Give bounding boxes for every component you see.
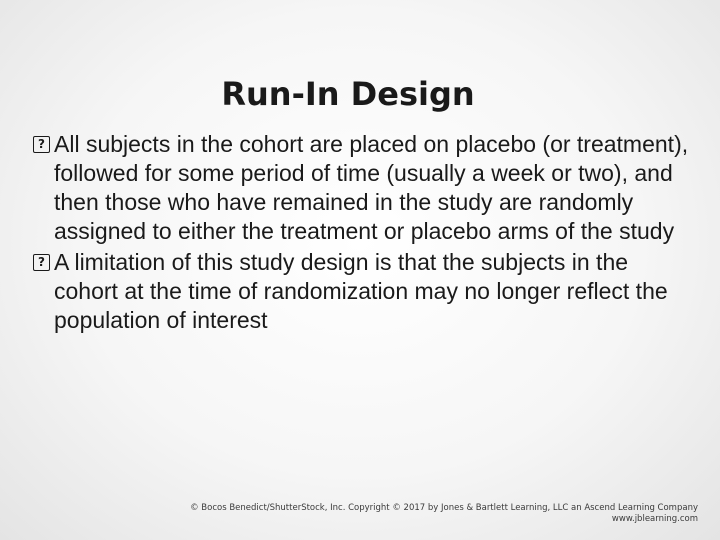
missing-glyph-icon: ? (33, 136, 50, 153)
slide-title: Run-In Design (221, 75, 475, 113)
bullet-text: A limitation of this study design is that the subjects in the cohort at the time of randomization may no longer reflect the population of interest (54, 249, 668, 333)
publisher-url: www.jblearning.com (611, 514, 698, 524)
bullet-item (33, 130, 693, 246)
bullet-text: All subjects in the cohort are placed on placebo (or treatment), followed for some period of time (usually a week or two), and then those who have remained in the study are randomly assigned to either the treatment or placebo arms of the study (54, 131, 689, 244)
missing-glyph-icon: ? (33, 254, 50, 271)
bullet-list (33, 130, 693, 337)
copyright-footer (190, 503, 698, 525)
copyright-text: © Bocos Benedict/ShutterStock, Inc. Copyright © 2017 by Jones & Bartlett Learning, LLC an Ascend Learning Company (190, 503, 698, 513)
bullet-item (33, 248, 693, 335)
